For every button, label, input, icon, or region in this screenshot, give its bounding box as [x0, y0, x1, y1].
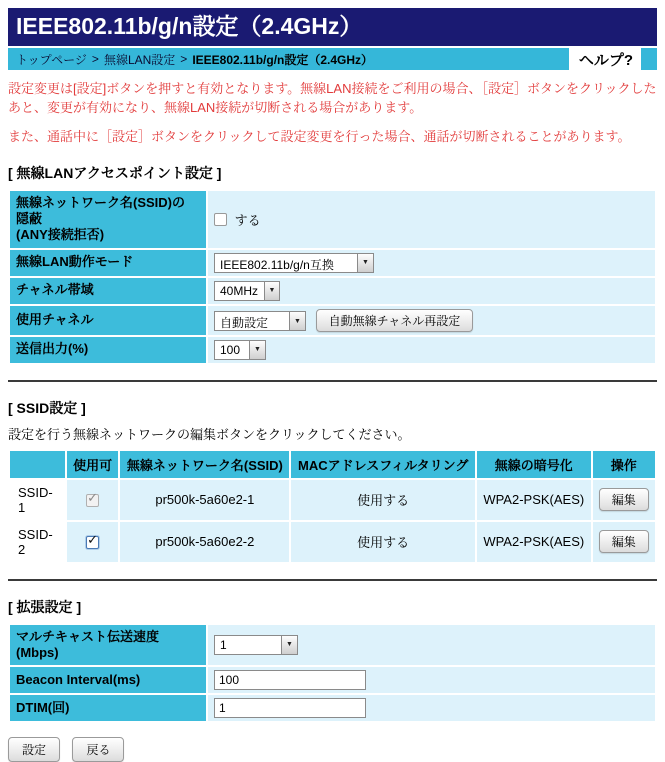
table-row	[10, 191, 655, 248]
table-row	[10, 522, 655, 562]
multicast-value-cell	[208, 625, 655, 666]
multicast-select[interactable]	[214, 635, 298, 655]
ssid-header-macfilter: MACアドレスフィルタリング	[291, 451, 475, 478]
warning-text-1: 設定変更は[設定]ボタンを押すと有効となります。無線LAN接続をご利用の場合、［設定］ボタンをクリックしたあと、変更が有効になり、無線LAN接続が切断される場合があります。	[8, 81, 657, 116]
submit-button[interactable]: 設定	[8, 737, 60, 762]
ap-settings-table	[8, 189, 657, 365]
ssid1-macfilter: 使用する	[291, 480, 475, 520]
breadcrumb	[8, 48, 569, 70]
dtim-label: DTIM(回)	[10, 695, 206, 721]
ext-settings-table	[8, 623, 657, 724]
breadcrumb-row	[8, 48, 657, 70]
chevron-down-icon: ▼	[281, 636, 297, 654]
ssid1-enabled-cell	[67, 480, 118, 520]
ssid-hide-label-line1: 無線ネットワーク名(SSID)の	[16, 194, 186, 210]
breadcrumb-separator: >	[180, 52, 188, 67]
channel-band-select-value: 40MHz	[220, 283, 259, 298]
section-title-ext: [ 拡張設定 ]	[8, 598, 82, 615]
tx-power-select-value: 100	[220, 342, 241, 357]
ssid-hide-label-line2: 隠蔽	[16, 211, 43, 227]
tx-power-select[interactable]	[214, 340, 266, 360]
ssid-header-name: 無線ネットワーク名(SSID)	[120, 451, 289, 478]
chevron-down-icon: ▼	[289, 312, 305, 330]
ssid-hide-label	[10, 191, 206, 248]
ssid1-action-cell	[593, 480, 655, 520]
dtim-value-cell	[208, 695, 655, 721]
channel-value-cell	[208, 306, 655, 335]
chevron-down-icon: ▼	[357, 254, 373, 272]
section-divider	[8, 380, 657, 382]
ssid2-enabled-cell	[67, 522, 118, 562]
breadcrumb-link-wlan[interactable]: 無線LAN設定	[103, 52, 176, 67]
section-title-ap: [ 無線LANアクセスポイント設定 ]	[8, 164, 222, 181]
ssid2-row-label: SSID-2	[10, 522, 65, 562]
check-icon: ✓	[87, 490, 99, 506]
beacon-label: Beacon Interval(ms)	[10, 667, 206, 693]
chevron-down-icon: ▼	[264, 282, 279, 300]
table-row	[10, 625, 655, 666]
table-row	[10, 480, 655, 520]
channel-label: 使用チャネル	[10, 306, 206, 335]
ssid-hide-checkbox[interactable]	[214, 213, 227, 226]
ssid2-macfilter: 使用する	[291, 522, 475, 562]
ssid1-encryption: WPA2-PSK(AES)	[477, 480, 591, 520]
channel-select-value: 自動設定	[220, 316, 269, 331]
help-link[interactable]: ヘルプ?	[569, 48, 641, 70]
dtim-input[interactable]	[214, 698, 366, 718]
ssid-hide-label-line3: (ANY接続拒否)	[16, 227, 105, 243]
ssid2-edit-button[interactable]: 編集	[599, 530, 649, 553]
warning-text-2: また、通話中に［設定］ボタンをクリックして設定変更を行った場合、通話が切断されることがあります。	[8, 128, 631, 144]
ssid1-edit-button[interactable]: 編集	[599, 488, 649, 511]
section-title-ssid: [ SSID設定 ]	[8, 399, 86, 416]
ssid2-enabled-checkbox[interactable]	[86, 532, 99, 549]
ssid-header-enabled: 使用可	[67, 451, 118, 478]
breadcrumb-current: IEEE802.11b/g/n設定（2.4GHz）	[192, 52, 374, 67]
ssid1-row-label: SSID-1	[10, 480, 65, 520]
mode-select[interactable]	[214, 253, 374, 273]
page-title: IEEE802.11b/g/n設定（2.4GHz）	[8, 8, 657, 46]
channel-band-value-cell	[208, 278, 655, 304]
ssid-header-action: 操作	[593, 451, 655, 478]
mode-label: 無線LAN動作モード	[10, 250, 206, 276]
multicast-label-line2: (Mbps)	[16, 644, 59, 660]
footer-buttons	[8, 737, 657, 762]
table-row	[10, 306, 655, 335]
multicast-label-line1: マルチキャスト伝送速度	[16, 628, 160, 644]
check-icon: ✓	[87, 532, 99, 548]
multicast-label	[10, 625, 206, 666]
chevron-down-icon: ▼	[249, 341, 265, 359]
ssid-header-row	[10, 451, 655, 478]
beacon-input[interactable]	[214, 670, 366, 690]
ssid-table	[8, 449, 657, 564]
back-button[interactable]: 戻る	[72, 737, 124, 762]
breadcrumb-link-top[interactable]: トップページ	[16, 52, 87, 67]
breadcrumb-separator: >	[91, 52, 99, 67]
tx-power-label: 送信出力(%)	[10, 337, 206, 363]
auto-channel-reset-button[interactable]: 自動無線チャネル再設定	[316, 309, 474, 332]
ssid-header-blank	[10, 451, 65, 478]
mode-select-value: IEEE802.11b/g/n互換	[220, 257, 334, 272]
table-row	[10, 278, 655, 304]
ssid-hide-checkbox-label: する	[234, 212, 261, 228]
ssid-instruction: 設定を行う無線ネットワークの編集ボタンをクリックしてください。	[8, 426, 411, 442]
ssid1-enabled-checkbox	[86, 490, 99, 507]
ssid-hide-value-cell	[208, 191, 655, 248]
table-row	[10, 250, 655, 276]
tx-power-value-cell	[208, 337, 655, 363]
ssid1-name: pr500k-5a60e2-1	[120, 480, 289, 520]
channel-band-select[interactable]	[214, 281, 280, 301]
table-row	[10, 695, 655, 721]
ssid-header-encryption: 無線の暗号化	[477, 451, 591, 478]
mode-value-cell	[208, 250, 655, 276]
beacon-value-cell	[208, 667, 655, 693]
ssid2-encryption: WPA2-PSK(AES)	[477, 522, 591, 562]
channel-select[interactable]	[214, 311, 306, 331]
breadcrumb-endcap	[641, 48, 657, 70]
multicast-select-value: 1	[220, 637, 227, 652]
section-divider	[8, 579, 657, 581]
ssid2-name: pr500k-5a60e2-2	[120, 522, 289, 562]
channel-band-label: チャネル帯域	[10, 278, 206, 304]
table-row	[10, 337, 655, 363]
ssid2-action-cell	[593, 522, 655, 562]
table-row	[10, 667, 655, 693]
